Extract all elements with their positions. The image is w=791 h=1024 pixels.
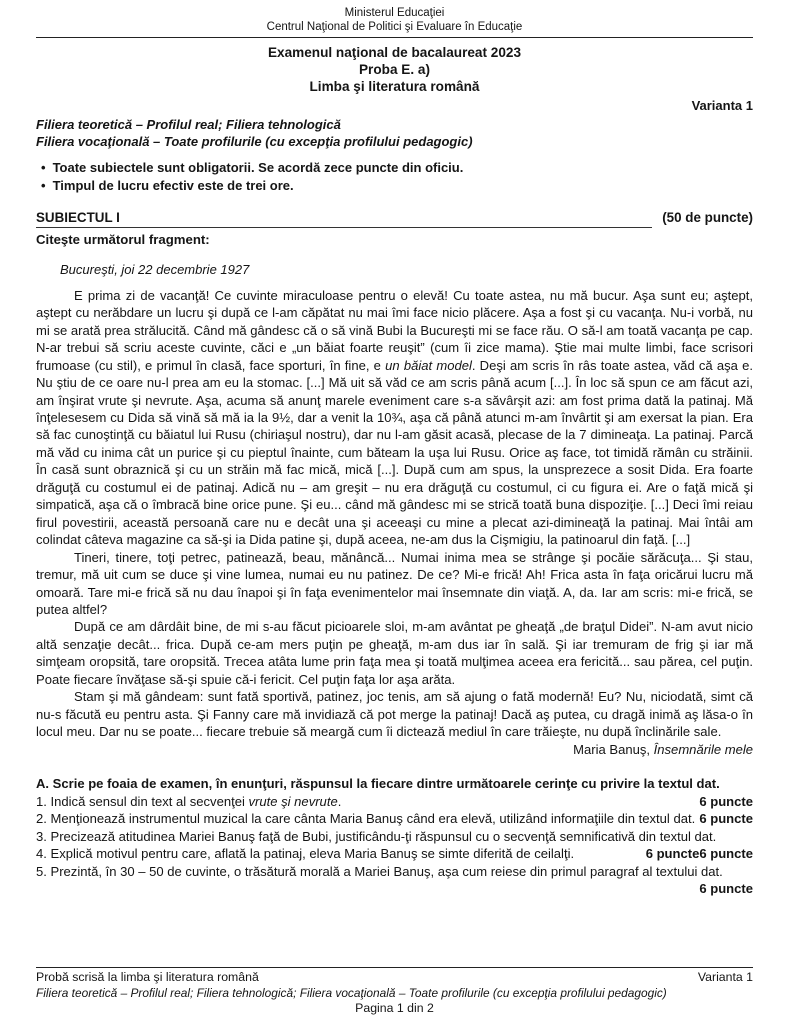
rule-item-mandatory: [36, 159, 753, 177]
bullet-icon: •: [41, 159, 46, 175]
question-item-4: [36, 845, 753, 863]
fragment-attribution: Maria Banuş, Însemnările mele: [573, 741, 753, 757]
question-text: 5. Prezintă, în 30 – 50 de cuvinte, o trăsătură morală a Mariei Banuş, aşa cum reiese din primul paragraf al textului dat.: [36, 863, 723, 879]
section-a-intro: A. Scrie pe foaia de examen, în enunţuri, răspunsul la fiecare dintre următoarele cerinţe cu privire la textul dat.: [36, 776, 720, 792]
footer-page-number: Pagina 1 din 2: [355, 1000, 434, 1015]
question-item-1: [36, 793, 753, 811]
eligibility-block: [36, 117, 753, 149]
question-points: 6 puncte: [699, 881, 753, 897]
subject1-heading: [36, 210, 753, 228]
question-points: 6 puncte: [699, 846, 753, 862]
subject1-title: SUBIECTUL I: [36, 209, 120, 225]
fragment-dateline: Bucureşti, joi 22 decembrie 1927: [60, 261, 250, 277]
question-text: 3. Precizează atitudinea Mariei Banuş faţă de Bubi, justificându-ţi răspunsul cu o secvenţă semnificativă din textul dat.: [36, 828, 717, 844]
fragment-paragraph-3: După ce am dârdâit bine, de mi s-au făcut picioarele sloi, m-am avântat pe gheaţă „de braţul Didei”. N-am avut nicio altă senzaţie decât... frica. După ce-am mers puţin pe gheaţă, m-am dus iar în sală. Şi iar tremuram de frig şi iar mă simţeam oropsită, tare oropsită. Trecea atâta lume prin faţa mea şi toată mulţimea aceea era fericită... sau părea, cel puţin. Poate fiecare învăţase să-şi spuie că-i fericit. Cel puţin faţa lor aşa arăta.: [36, 619, 753, 687]
variant-label: Varianta 1: [691, 98, 753, 114]
fragment-paragraph-1: E prima zi de vacanţă! Ce cuvinte miraculoase pentru o elevă! Cu toate astea, nu mă bucur. Aşa sunt eu; aştept, aştept cu nerăbdare un lucru şi după ce l-am căpătat nu mai îmi face nicio plăcere. Aşa a fost şi cu vacanţa. Nu-i vorbă, nu mi se arată prea strălucită. Când mă gândesc că o să vină Bubi la Bucureşti mi se face rău. O să-l am toată vacanţa pe cap. N-ar trebui să scriu aceste cuvinte, căci e „un băiat foarte reuşit” (cum îi zice mama). Ştie mai multe limbi, face scrisori frumoase (cu stil), e primul în clasă, face sporturi, în fine, e un băiat model. Deşi am scris în râs toate astea, văd că aşa e. Nu ştiu de ce oare nu-l prea am eu la stomac. [...] Mă uit să văd ce am scris până acum [...]. În loc să spun ce am făcut azi, am înşirat vrute şi nevrute. Aşa, acuma să anunţ marele eveniment care s-a săvârşit azi: am fost prima dată la patinaj. Mă înţelesesem cu Dida să vină să mă ia la 9½, dar a venit la 10¾, aşa că până atunci m-am învârtit şi am exersat la pian. Era să fac cunoştinţă cu băiatul lui Rusu (chiriaşul nostru), dar nu l-am găsit acasă, plecase de la 7 dimineaţa. La patinaj. Parcă mă văd cu inima cât un purice şi cu pieptul înainte, cum băteam la uşa lui Rusu. Orice aş face, tot timidă rămân cu străinii. În casă sunt obraznică şi cu un străin mă fac mică, mică [...]. După cum am spus, la unsprezece a sosit Dida. Era foarte drăguţă cu costumul ei de patinaj. Adică nu – am greşit – nu era drăguţă cu costumul, ci cu figura ei. Are o faţă mică şi simpatică, aşa că o îmbracă bine orice pune. Şi eu... când mă gândesc mi se strică toată buna dispoziţie. [...] Deci îmi reiau firul povestirii, această persoană care nu e decât una şi aceeaşi cu mine a plecat azi-dimineaţă la patinaj. Mai întâi am colindat câteva magazine ca să-şi ia Dida patine şi, după aceea, ne-am dus la Cişmigiu, la patinoarul din faţă. [...]: [36, 287, 753, 548]
bullet-icon: •: [41, 177, 46, 193]
rule-text: Timpul de lucru efectiv este de trei ore.: [52, 177, 294, 193]
rule-item-time: [36, 177, 753, 195]
subject1-points: (50 de puncte): [662, 209, 753, 225]
question-item-5: [36, 863, 753, 897]
rule-text: Toate subiectele sunt obligatorii. Se acordă zece puncte din oficiu.: [52, 159, 464, 175]
footer-row: [36, 970, 753, 986]
fragment-text: [36, 287, 753, 741]
eligibility-line-1: Filiera teoretică – Profilul real; Filiera tehnologică: [36, 117, 341, 133]
rules-list: [36, 159, 753, 195]
eligibility-line-2: Filiera vocaţională – Toate profilurile (cu excepţia profilului pedagogic): [36, 133, 473, 149]
question-text: 2. Menţionează instrumentul muzical la care cânta Maria Banuş când era elevă, utilizând informaţiile din textul dat.: [36, 811, 696, 827]
question-points: 6 puncte: [699, 793, 753, 809]
footer-variant: Varianta 1: [697, 970, 753, 984]
question-points: 6 puncte: [699, 811, 753, 827]
question-item-2: [36, 810, 753, 828]
footer-filiera: Filiera teoretică – Profilul real; Filiera tehnologică; Filiera vocaţională – Toate profilurile (cu excepţia profilului pedagogic): [36, 985, 667, 1000]
section-a: [36, 775, 753, 897]
header-center: Centrul Naţional de Politici şi Evaluare în Educaţie: [266, 21, 523, 33]
page-footer: [36, 967, 753, 1016]
footer-divider: [36, 967, 753, 968]
subject1-title-underline: [36, 210, 652, 228]
header-divider: [36, 37, 753, 38]
header-ministry: Ministerul Educaţiei: [344, 7, 445, 19]
exam-proba: Proba E. a): [358, 61, 430, 77]
question-points: 6 puncte: [645, 846, 700, 862]
fragment-paragraph-2: Tineri, tinere, toţi petrec, patinează, beau, mănâncă... Numai inima mea se strânge şi pocăie sărăcuţa... Şi stau, tremur, mă uit cum se duce şi vine lumea, numai eu nu patinez. De ce? Mi-e frică! Ah! Frica asta în faţa oricărui lucru mă omoară. Tare mi-e frică să nu dau înapoi şi în faţa evenimentelor mai însemnate din viaţă. A, da. Iar am scris: mi-e frică, se putea altfel?: [36, 549, 753, 617]
question-text: 1. Indică sensul din text al secvenţei vrute şi nevrute.: [36, 793, 342, 809]
question-text: 4. Explică motivul pentru care, aflată la patinaj, eleva Maria Banuş se simte diferită de ceilalţi.: [36, 846, 575, 862]
fragment-paragraph-4: Stam şi mă gândeam: sunt fată sportivă, patinez, joc tenis, am să ajung o fată modernă! Eu? Nu, niciodată, simt că nu-s făcută eu pentru asta. Şi Fanny care mă invidiază că pot merge la patinaj! Dacă aş putea, cu dragă inimă aş lăsa-o în locul meu. Dar nu se poate... fiecare trebuie să meargă cum îi dictează mediul în care trăieşte, nu după înclinările sale.: [36, 689, 753, 740]
read-instruction: Citeşte următorul fragment:: [36, 231, 210, 247]
exam-title: Examenul naţional de bacalaureat 2023: [267, 45, 522, 60]
footer-exam-name: Probă scrisă la limba şi literatura română: [36, 970, 259, 984]
exam-subject: Limba şi literatura română: [309, 78, 480, 94]
